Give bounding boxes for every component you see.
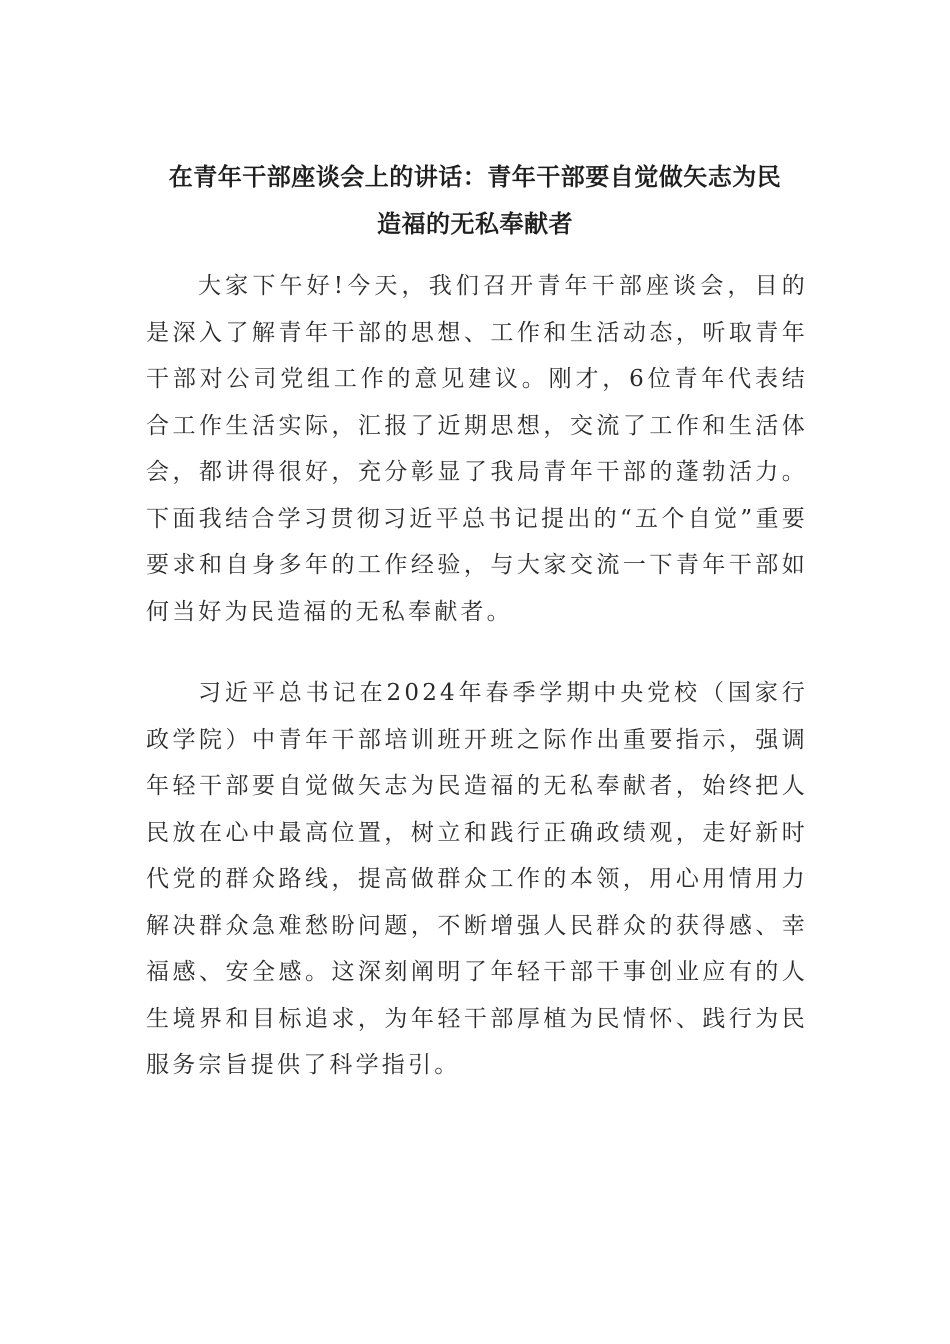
title-line-2: 造福的无私奉献者 <box>377 210 573 238</box>
title-line-1: 在青年干部座谈会上的讲话：青年干部要自觉做矢志为民 <box>168 163 782 191</box>
paragraph-2: 习近平总书记在2024年春季学期中央党校（国家行政学院）中青年干部培训班开班之际作出重要指示，强调年轻干部要自觉做矢志为民造福的无私奉献者，始终把人民放在心中最高位置，树立和践行正确政绩观，走好新时代党的群众路线，提高做群众工作的本领，用心用情用力解决群众急难愁盼问题，不断增强人民群众的获得感、幸福感、安全感。这深刻阐明了年轻干部干事创业应有的人生境界和目标追求，为年轻干部厚植为民情怀、践行为民服务宗旨提供了科学指引。 <box>146 680 808 1078</box>
paragraph-1: 大家下午好!今天，我们召开青年干部座谈会，目的是深入了解青年干部的思想、工作和生活动态，听取青年干部对公司党组工作的意见建议。刚才，6位青年代表结合工作生活实际，汇报了近期思想，交流了工作和生活体会，都讲得很好，充分彰显了我局青年干部的蓬勃活力。下面我结合学习贯彻习近平总书记提出的“五个自觉”重要要求和自身多年的工作经验，与大家交流一下青年干部如何当好为民造福的无私奉献者。 <box>146 273 808 625</box>
document-title <box>140 154 810 248</box>
